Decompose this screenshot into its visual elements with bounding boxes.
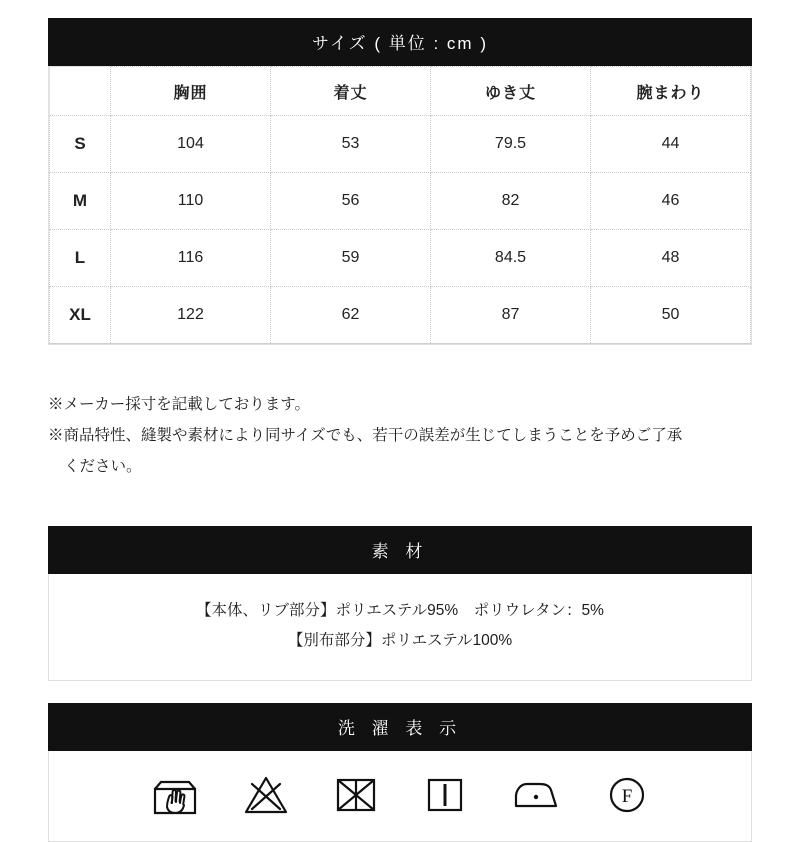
cell-xl-bust: 122: [111, 287, 271, 344]
wash-frame: [48, 751, 752, 842]
material-body: [49, 574, 751, 680]
cell-xl-length: 62: [271, 287, 431, 344]
size-section: [48, 18, 752, 345]
hand-wash-icon: [151, 773, 199, 817]
dry-clean-f-icon: [605, 773, 649, 817]
size-table-frame: [48, 66, 752, 345]
no-bleach-icon: [243, 773, 289, 817]
cell-m-bust: 110: [111, 173, 271, 230]
cell-l-length: 59: [271, 230, 431, 287]
measurement-notes: [48, 389, 752, 482]
material-line-1: 【本体、リブ部分】ポリエステル95% ポリウレタン：5%: [196, 602, 604, 619]
wash-icon-row: [49, 751, 751, 841]
cell-l-arm: 48: [591, 230, 751, 287]
table-row: [50, 230, 751, 287]
row-label-xl: XL: [50, 287, 111, 344]
wash-section-title: 洗 濯 表 示: [48, 703, 752, 751]
cell-s-sleeve: 79.5: [431, 116, 591, 173]
drip-dry-vertical-icon: [423, 773, 467, 817]
cell-s-length: 53: [271, 116, 431, 173]
row-label-s: S: [50, 116, 111, 173]
row-label-m: M: [50, 173, 111, 230]
cell-s-arm: 44: [591, 116, 751, 173]
material-frame: [48, 574, 752, 681]
note-line-3: ください。: [64, 458, 142, 475]
note-line-2: ※商品特性、縫製や素材により同サイズでも、若干の誤差が生じてしまうことを予めご了承: [48, 427, 683, 444]
product-spec-page: [0, 18, 800, 818]
wash-section: [48, 703, 752, 842]
column-header-bust: 胸囲: [111, 67, 271, 116]
cell-l-sleeve: 84.5: [431, 230, 591, 287]
cell-l-bust: 116: [111, 230, 271, 287]
size-section-title: サイズ ( 単位 : cm ): [48, 18, 752, 66]
cell-m-arm: 46: [591, 173, 751, 230]
cell-s-bust: 104: [111, 116, 271, 173]
table-header-row: [50, 67, 751, 116]
table-row: [50, 116, 751, 173]
material-line-2: 【別布部分】ポリエステル100%: [287, 632, 513, 650]
table-row: [50, 287, 751, 344]
cell-m-length: 56: [271, 173, 431, 230]
row-label-l: L: [50, 230, 111, 287]
size-table: [49, 66, 751, 344]
material-section: [48, 526, 752, 681]
material-section-title: 素 材: [48, 526, 752, 574]
column-header-sleeve-total: ゆき丈: [431, 67, 591, 116]
no-tumble-dry-icon: [333, 773, 379, 817]
cell-xl-sleeve: 87: [431, 287, 591, 344]
column-header-length: 着丈: [271, 67, 431, 116]
table-row: [50, 173, 751, 230]
note-line-1: ※メーカー採寸を記載しております。: [48, 396, 310, 413]
cell-xl-arm: 50: [591, 287, 751, 344]
svg-text:F: F: [621, 786, 633, 808]
table-corner-cell: [50, 67, 111, 116]
column-header-arm-circumference: 腕まわり: [591, 67, 751, 116]
iron-low-icon: [511, 773, 561, 817]
cell-m-sleeve: 82: [431, 173, 591, 230]
